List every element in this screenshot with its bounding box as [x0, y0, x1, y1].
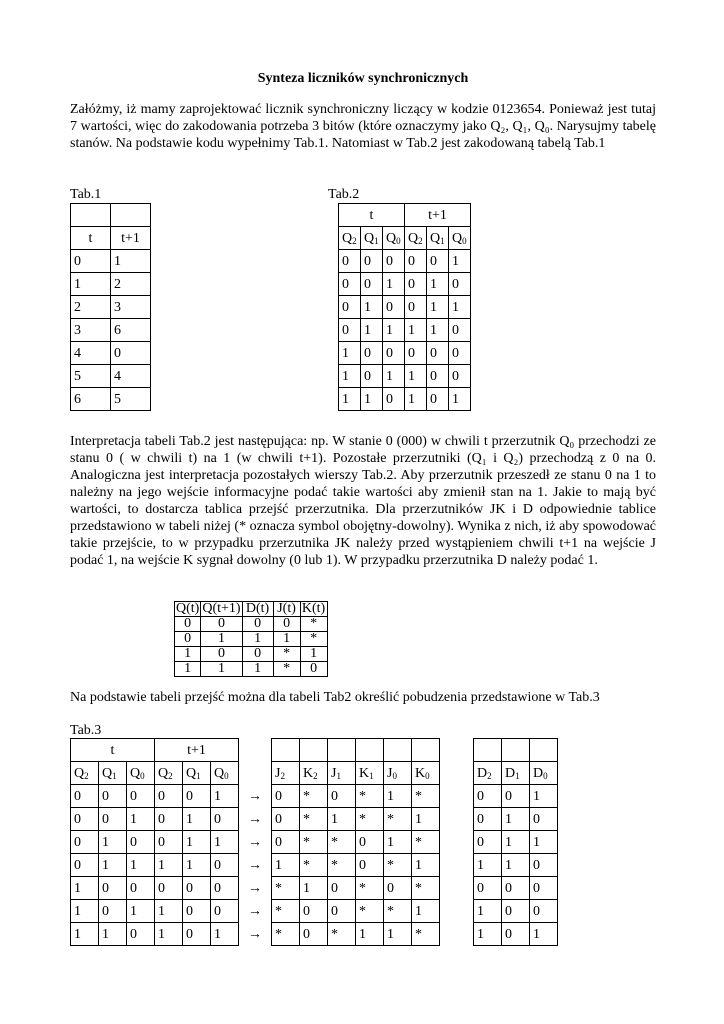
- table-cell: 0: [339, 250, 361, 273]
- table-cell: 1: [71, 923, 99, 946]
- arrow-icon: →: [248, 880, 262, 896]
- header-cell: [71, 204, 111, 227]
- table-cell: 0: [502, 923, 530, 946]
- table-cell: 3: [111, 296, 151, 319]
- table-cell: *: [412, 923, 440, 946]
- header-cell: [111, 204, 151, 227]
- table-cell: 1: [211, 785, 239, 808]
- header-cell: $J_2$: [272, 762, 300, 785]
- table-cell: *: [300, 854, 328, 877]
- table-cell: 0: [300, 923, 328, 946]
- table-cell: 1: [127, 854, 155, 877]
- table-cell: 1: [242, 662, 273, 677]
- header-cell: $Q_1$: [183, 762, 211, 785]
- table-cell: 1: [474, 854, 502, 877]
- table-cell: 0: [474, 877, 502, 900]
- table-row: [339, 250, 471, 273]
- table-cell: 1: [155, 900, 183, 923]
- gap-cell: [440, 900, 474, 923]
- table-cell: *: [412, 785, 440, 808]
- table-cell: 0: [502, 785, 530, 808]
- header-cell: $Q_1$: [427, 227, 449, 250]
- table-cell: 0: [427, 365, 449, 388]
- table-cell: *: [272, 900, 300, 923]
- table-cell: 1: [412, 900, 440, 923]
- table-cell: 0: [183, 900, 211, 923]
- table-cell: 1: [427, 273, 449, 296]
- header-cell: $K_1$: [356, 762, 384, 785]
- table-row: [175, 662, 328, 677]
- table-cell: 0: [71, 831, 99, 854]
- tab3-table: [70, 738, 558, 946]
- table-cell: 1: [384, 831, 412, 854]
- table-cell: 0: [383, 250, 405, 273]
- table-cell: 0: [127, 785, 155, 808]
- header-cell: $Q_0$: [449, 227, 471, 250]
- header-cell: $D_0$: [530, 762, 558, 785]
- tab2-label: Tab.2: [328, 187, 360, 202]
- group-header-t: t: [339, 204, 405, 227]
- table-cell: 0: [272, 785, 300, 808]
- table-row: [339, 342, 471, 365]
- table-cell: 1: [530, 785, 558, 808]
- table-cell: 0: [474, 785, 502, 808]
- table-cell: 0: [273, 617, 300, 632]
- table-cell: 0: [175, 632, 201, 647]
- gap-cell: [440, 785, 474, 808]
- header-cell: $Q_1$: [99, 762, 127, 785]
- table-cell: 1: [175, 662, 201, 677]
- table-cell: 1: [201, 662, 242, 677]
- table-cell: 1: [183, 831, 211, 854]
- table-cell: *: [384, 808, 412, 831]
- header-cell: K(t): [301, 601, 326, 616]
- table-cell: 0: [405, 342, 427, 365]
- gap-cell: [440, 762, 474, 785]
- interpretation-paragraph: Interpretacja tabeli Tab.2 jest następująca: np. W stanie 0 (000) w chwili t przerzutnik Q₀ przechodzi ze stanu 0 ( w chwili t) na 1 (w chwili t+1). Pozostałe przerzutniki (Q₁ i Q₂) przechodzą z 0 na 0. Analogiczna jest interpretacja pozostałych wierszy Tab.2. Aby przerzutnik przeszedł ze stanu 0 na 1 to należny na jego wejście informacyjne podać takie wartości aby zmienił stan na 1. Jakie to mają być wartości, to dostarcza tablica przejść przerzutnika. Dla przerzutników JK i D odpowiednie tablice przedstawiono w tabeli niżej (* oznacza symbol obojętny-dowolny). Wynika z nich, iż aby spowodować takie przejście, to w przypadku przerzutnika JK należy przed wystąpieniem chwili t+1 na wejście J podać 1, na wejście K sygnał dowolny (0 lub 1). W przypadku przerzutnika D należy podać 1.: [70, 434, 656, 568]
- table-cell: *: [273, 647, 300, 662]
- group-header-t1: t+1: [155, 739, 239, 762]
- table-cell: 0: [530, 877, 558, 900]
- header-cell: [412, 739, 440, 762]
- table-cell: 0: [530, 854, 558, 877]
- arrow-icon: →: [248, 834, 262, 850]
- table-cell: 0: [449, 342, 471, 365]
- header-cell: t: [71, 227, 111, 250]
- table-cell: 0: [242, 617, 273, 632]
- table-row: [339, 319, 471, 342]
- table-cell: 0: [155, 831, 183, 854]
- table-row: [339, 296, 471, 319]
- table-cell: 1: [339, 365, 361, 388]
- table-cell: *: [356, 785, 384, 808]
- table-cell: 1: [272, 854, 300, 877]
- table-cell: *: [328, 831, 356, 854]
- table-row: [71, 365, 151, 388]
- table-cell: 1: [474, 923, 502, 946]
- table-row: [71, 296, 151, 319]
- table-cell: 1: [383, 365, 405, 388]
- tab3-intro: Na podstawie tabeli przejść można dla tabeli Tab2 określić pobudzenia przedstawione w Tab.3: [70, 690, 600, 705]
- table-cell: 1: [211, 923, 239, 946]
- header-cell: t+1: [111, 227, 151, 250]
- table-cell: 0: [474, 808, 502, 831]
- header-cell: $Q_2$: [339, 227, 361, 250]
- table-cell: 0: [449, 319, 471, 342]
- header-cell: $D_2$: [474, 762, 502, 785]
- table-cell: 1: [502, 831, 530, 854]
- tab1-label: Tab.1: [70, 187, 102, 202]
- table-cell: 1: [384, 923, 412, 946]
- table-cell: 0: [339, 319, 361, 342]
- table-cell: 1: [412, 808, 440, 831]
- header-cell: [300, 739, 328, 762]
- header-cell: $Q_0$: [211, 762, 239, 785]
- table-cell: 5: [71, 365, 111, 388]
- arrow-icon: →: [248, 811, 262, 827]
- table-cell: 0: [155, 877, 183, 900]
- table-cell: *: [412, 831, 440, 854]
- table-cell: 0: [361, 250, 383, 273]
- table-cell: *: [300, 831, 328, 854]
- table-cell: 0: [339, 273, 361, 296]
- table-cell: 1: [449, 296, 471, 319]
- table-cell: 0: [502, 900, 530, 923]
- table-cell: *: [300, 632, 327, 647]
- intro-paragraph: Załóżmy, iż mamy zaprojektować licznik synchroniczny liczący w kodzie 0123654. Ponieważ jest tutaj 7 wartości, więc do zakodowania potrzeba 3 bitów (które oznaczymy jako Q₂, Q₁, Q₀. Narysujmy tabelę stanów. Na podstawie kodu wypełnimy Tab.1. Natomiast w Tab.2 jest zakodowaną tabelą Tab.1: [70, 102, 656, 151]
- table-cell: 1: [502, 808, 530, 831]
- table-row: [71, 877, 558, 900]
- header-cell: $Q_2$: [405, 227, 427, 250]
- header-cell: $K_2$: [300, 762, 328, 785]
- table-row: [175, 632, 328, 647]
- header-cell: [356, 739, 384, 762]
- table-cell: 0: [127, 831, 155, 854]
- table-row: [339, 273, 471, 296]
- table-cell: *: [328, 854, 356, 877]
- gap-cell: [440, 831, 474, 854]
- table-cell: 0: [183, 923, 211, 946]
- table-cell: 1: [530, 923, 558, 946]
- table-cell: 1: [300, 647, 327, 662]
- table-cell: *: [384, 900, 412, 923]
- table-cell: *: [272, 877, 300, 900]
- table-cell: 0: [427, 250, 449, 273]
- table-row: [71, 785, 558, 808]
- table-cell: 0: [155, 785, 183, 808]
- table-row: [71, 227, 151, 250]
- table-cell: 0: [405, 273, 427, 296]
- table-cell: 1: [412, 854, 440, 877]
- table-row: [71, 319, 151, 342]
- table-cell: 1: [449, 250, 471, 273]
- table-cell: 0: [211, 808, 239, 831]
- table-cell: 1: [405, 365, 427, 388]
- header-cell: [328, 739, 356, 762]
- header-cell: [384, 739, 412, 762]
- table-cell: 0: [328, 877, 356, 900]
- header-cell: [530, 739, 558, 762]
- table-cell: 1: [405, 388, 427, 411]
- table-cell: 1: [328, 808, 356, 831]
- table-cell: *: [300, 808, 328, 831]
- table-cell: 0: [300, 662, 327, 677]
- table-cell: 0: [405, 250, 427, 273]
- table-cell: 0: [99, 877, 127, 900]
- table-row: [175, 602, 328, 617]
- table-cell: 0: [530, 808, 558, 831]
- table-cell: 2: [71, 296, 111, 319]
- table-cell: 0: [127, 877, 155, 900]
- table-cell: 1: [383, 319, 405, 342]
- table-cell: 1: [127, 808, 155, 831]
- gap-cell: [440, 923, 474, 946]
- table-row: [71, 739, 558, 762]
- arrow-spacer: [239, 762, 272, 785]
- transition-table: [174, 601, 328, 677]
- header-cell: $J_0$: [384, 762, 412, 785]
- table-cell: 5: [111, 388, 151, 411]
- arrow-icon: →: [248, 788, 262, 804]
- table-cell: 1: [127, 900, 155, 923]
- header-cell: $J_1$: [328, 762, 356, 785]
- table-row: [339, 227, 471, 250]
- table-cell: 1: [384, 785, 412, 808]
- table-row: [71, 342, 151, 365]
- arrow-icon: →: [248, 903, 262, 919]
- table-cell: 6: [71, 388, 111, 411]
- header-cell: Q(t+1): [202, 601, 241, 616]
- table-row: [339, 365, 471, 388]
- table-cell: 1: [242, 632, 273, 647]
- table-cell: 1: [427, 296, 449, 319]
- table-cell: 6: [111, 319, 151, 342]
- table-cell: 0: [111, 342, 151, 365]
- table-cell: *: [300, 785, 328, 808]
- table-cell: 1: [474, 900, 502, 923]
- table-row: [71, 388, 151, 411]
- table-cell: 0: [99, 785, 127, 808]
- table-cell: 0: [384, 877, 412, 900]
- group-header-t1: t+1: [405, 204, 471, 227]
- table-cell: 1: [183, 808, 211, 831]
- table-row: [71, 204, 151, 227]
- header-cell: $Q_2$: [71, 762, 99, 785]
- table-cell: 0: [383, 342, 405, 365]
- table-cell: 1: [71, 877, 99, 900]
- table-cell: 1: [99, 923, 127, 946]
- table-cell: 1: [427, 319, 449, 342]
- table-row: [71, 273, 151, 296]
- table-cell: 0: [183, 877, 211, 900]
- table-cell: 1: [502, 854, 530, 877]
- table-cell: 4: [111, 365, 151, 388]
- group-header-t: t: [71, 739, 155, 762]
- table-cell: 0: [155, 808, 183, 831]
- table-cell: 0: [474, 831, 502, 854]
- table-cell: 0: [383, 388, 405, 411]
- table-cell: *: [328, 923, 356, 946]
- table-cell: 1: [383, 273, 405, 296]
- table-cell: 0: [449, 365, 471, 388]
- table-cell: 4: [71, 342, 111, 365]
- table-cell: 0: [356, 831, 384, 854]
- table-cell: 0: [242, 647, 273, 662]
- table-cell: 0: [328, 900, 356, 923]
- table-cell: 0: [361, 273, 383, 296]
- table-cell: 1: [339, 388, 361, 411]
- table-row: [71, 250, 151, 273]
- table-cell: 1: [361, 388, 383, 411]
- table-cell: 0: [328, 785, 356, 808]
- arrow-icon: →: [248, 926, 262, 942]
- tab2-table: [338, 203, 471, 411]
- header-cell: $Q_0$: [127, 762, 155, 785]
- table-cell: 0: [383, 296, 405, 319]
- table-row: [71, 923, 558, 946]
- table-cell: 2: [111, 273, 151, 296]
- arrow-spacer: [239, 739, 272, 762]
- table-cell: 1: [99, 854, 127, 877]
- gap-cell: [440, 877, 474, 900]
- gap-cell: [440, 854, 474, 877]
- table-cell: 0: [71, 250, 111, 273]
- table-cell: 1: [211, 831, 239, 854]
- header-cell: D(t): [242, 602, 273, 617]
- table-cell: 0: [361, 365, 383, 388]
- table-cell: 1: [339, 342, 361, 365]
- table-cell: 1: [71, 273, 111, 296]
- table-cell: 0: [211, 854, 239, 877]
- header-cell: J(t): [273, 602, 300, 617]
- table-cell: 1: [201, 632, 242, 647]
- table-cell: *: [356, 900, 384, 923]
- header-cell: [502, 739, 530, 762]
- table-cell: 0: [339, 296, 361, 319]
- table-cell: 0: [71, 808, 99, 831]
- table-cell: 1: [449, 388, 471, 411]
- table-cell: 1: [155, 854, 183, 877]
- table-cell: 0: [361, 342, 383, 365]
- table-cell: *: [384, 854, 412, 877]
- table-cell: *: [273, 662, 300, 677]
- header-cell: [272, 739, 300, 762]
- header-cell: $K_0$: [412, 762, 440, 785]
- table-row: [71, 831, 558, 854]
- table-cell: 0: [175, 617, 201, 632]
- table-row: [71, 854, 558, 877]
- table-cell: 1: [361, 296, 383, 319]
- header-cell: $Q_1$: [361, 227, 383, 250]
- table-cell: 0: [71, 785, 99, 808]
- table-cell: 1: [405, 319, 427, 342]
- table-cell: *: [272, 923, 300, 946]
- gap-cell: [440, 808, 474, 831]
- table-cell: 0: [183, 785, 211, 808]
- tab3-label: Tab.3: [70, 723, 102, 738]
- table-cell: 0: [201, 617, 242, 632]
- table-cell: 0: [99, 900, 127, 923]
- table-cell: 0: [356, 854, 384, 877]
- table-cell: *: [356, 877, 384, 900]
- table-row: [71, 808, 558, 831]
- arrow-icon: →: [248, 857, 262, 873]
- table-row: [71, 762, 558, 785]
- table-cell: 1: [111, 250, 151, 273]
- table-row: [175, 617, 328, 632]
- table-cell: 1: [361, 319, 383, 342]
- table-cell: 1: [71, 900, 99, 923]
- table-cell: 0: [201, 647, 242, 662]
- header-cell: [474, 739, 502, 762]
- table-cell: 1: [183, 854, 211, 877]
- gap-cell: [440, 739, 474, 762]
- table-cell: 0: [127, 923, 155, 946]
- table-cell: 3: [71, 319, 111, 342]
- table-cell: 1: [175, 647, 201, 662]
- header-cell: $Q_2$: [155, 762, 183, 785]
- table-cell: 0: [300, 900, 328, 923]
- table-cell: 1: [273, 632, 300, 647]
- table-cell: 0: [272, 808, 300, 831]
- table-cell: 0: [71, 854, 99, 877]
- header-cell: $Q_0$: [383, 227, 405, 250]
- table-cell: 0: [427, 342, 449, 365]
- tab1-table: [70, 203, 151, 411]
- table-cell: 1: [99, 831, 127, 854]
- table-cell: *: [412, 877, 440, 900]
- header-cell: $D_1$: [502, 762, 530, 785]
- table-cell: 0: [449, 273, 471, 296]
- table-cell: 0: [272, 831, 300, 854]
- table-cell: 1: [530, 831, 558, 854]
- table-cell: 0: [530, 900, 558, 923]
- table-cell: 1: [155, 923, 183, 946]
- table-row: [339, 204, 471, 227]
- header-cell: Q(t): [176, 601, 200, 616]
- table-cell: 0: [99, 808, 127, 831]
- table-row: [71, 900, 558, 923]
- table-cell: 0: [502, 877, 530, 900]
- table-row: [339, 388, 471, 411]
- table-row: [175, 647, 328, 662]
- table-cell: 0: [405, 296, 427, 319]
- table-cell: 0: [211, 900, 239, 923]
- table-cell: 1: [300, 877, 328, 900]
- table-cell: *: [356, 808, 384, 831]
- table-cell: 0: [211, 877, 239, 900]
- document-title: Synteza liczników synchronicznych: [257, 71, 469, 86]
- table-cell: 1: [356, 923, 384, 946]
- table-cell: 0: [427, 388, 449, 411]
- table-cell: *: [300, 617, 327, 632]
